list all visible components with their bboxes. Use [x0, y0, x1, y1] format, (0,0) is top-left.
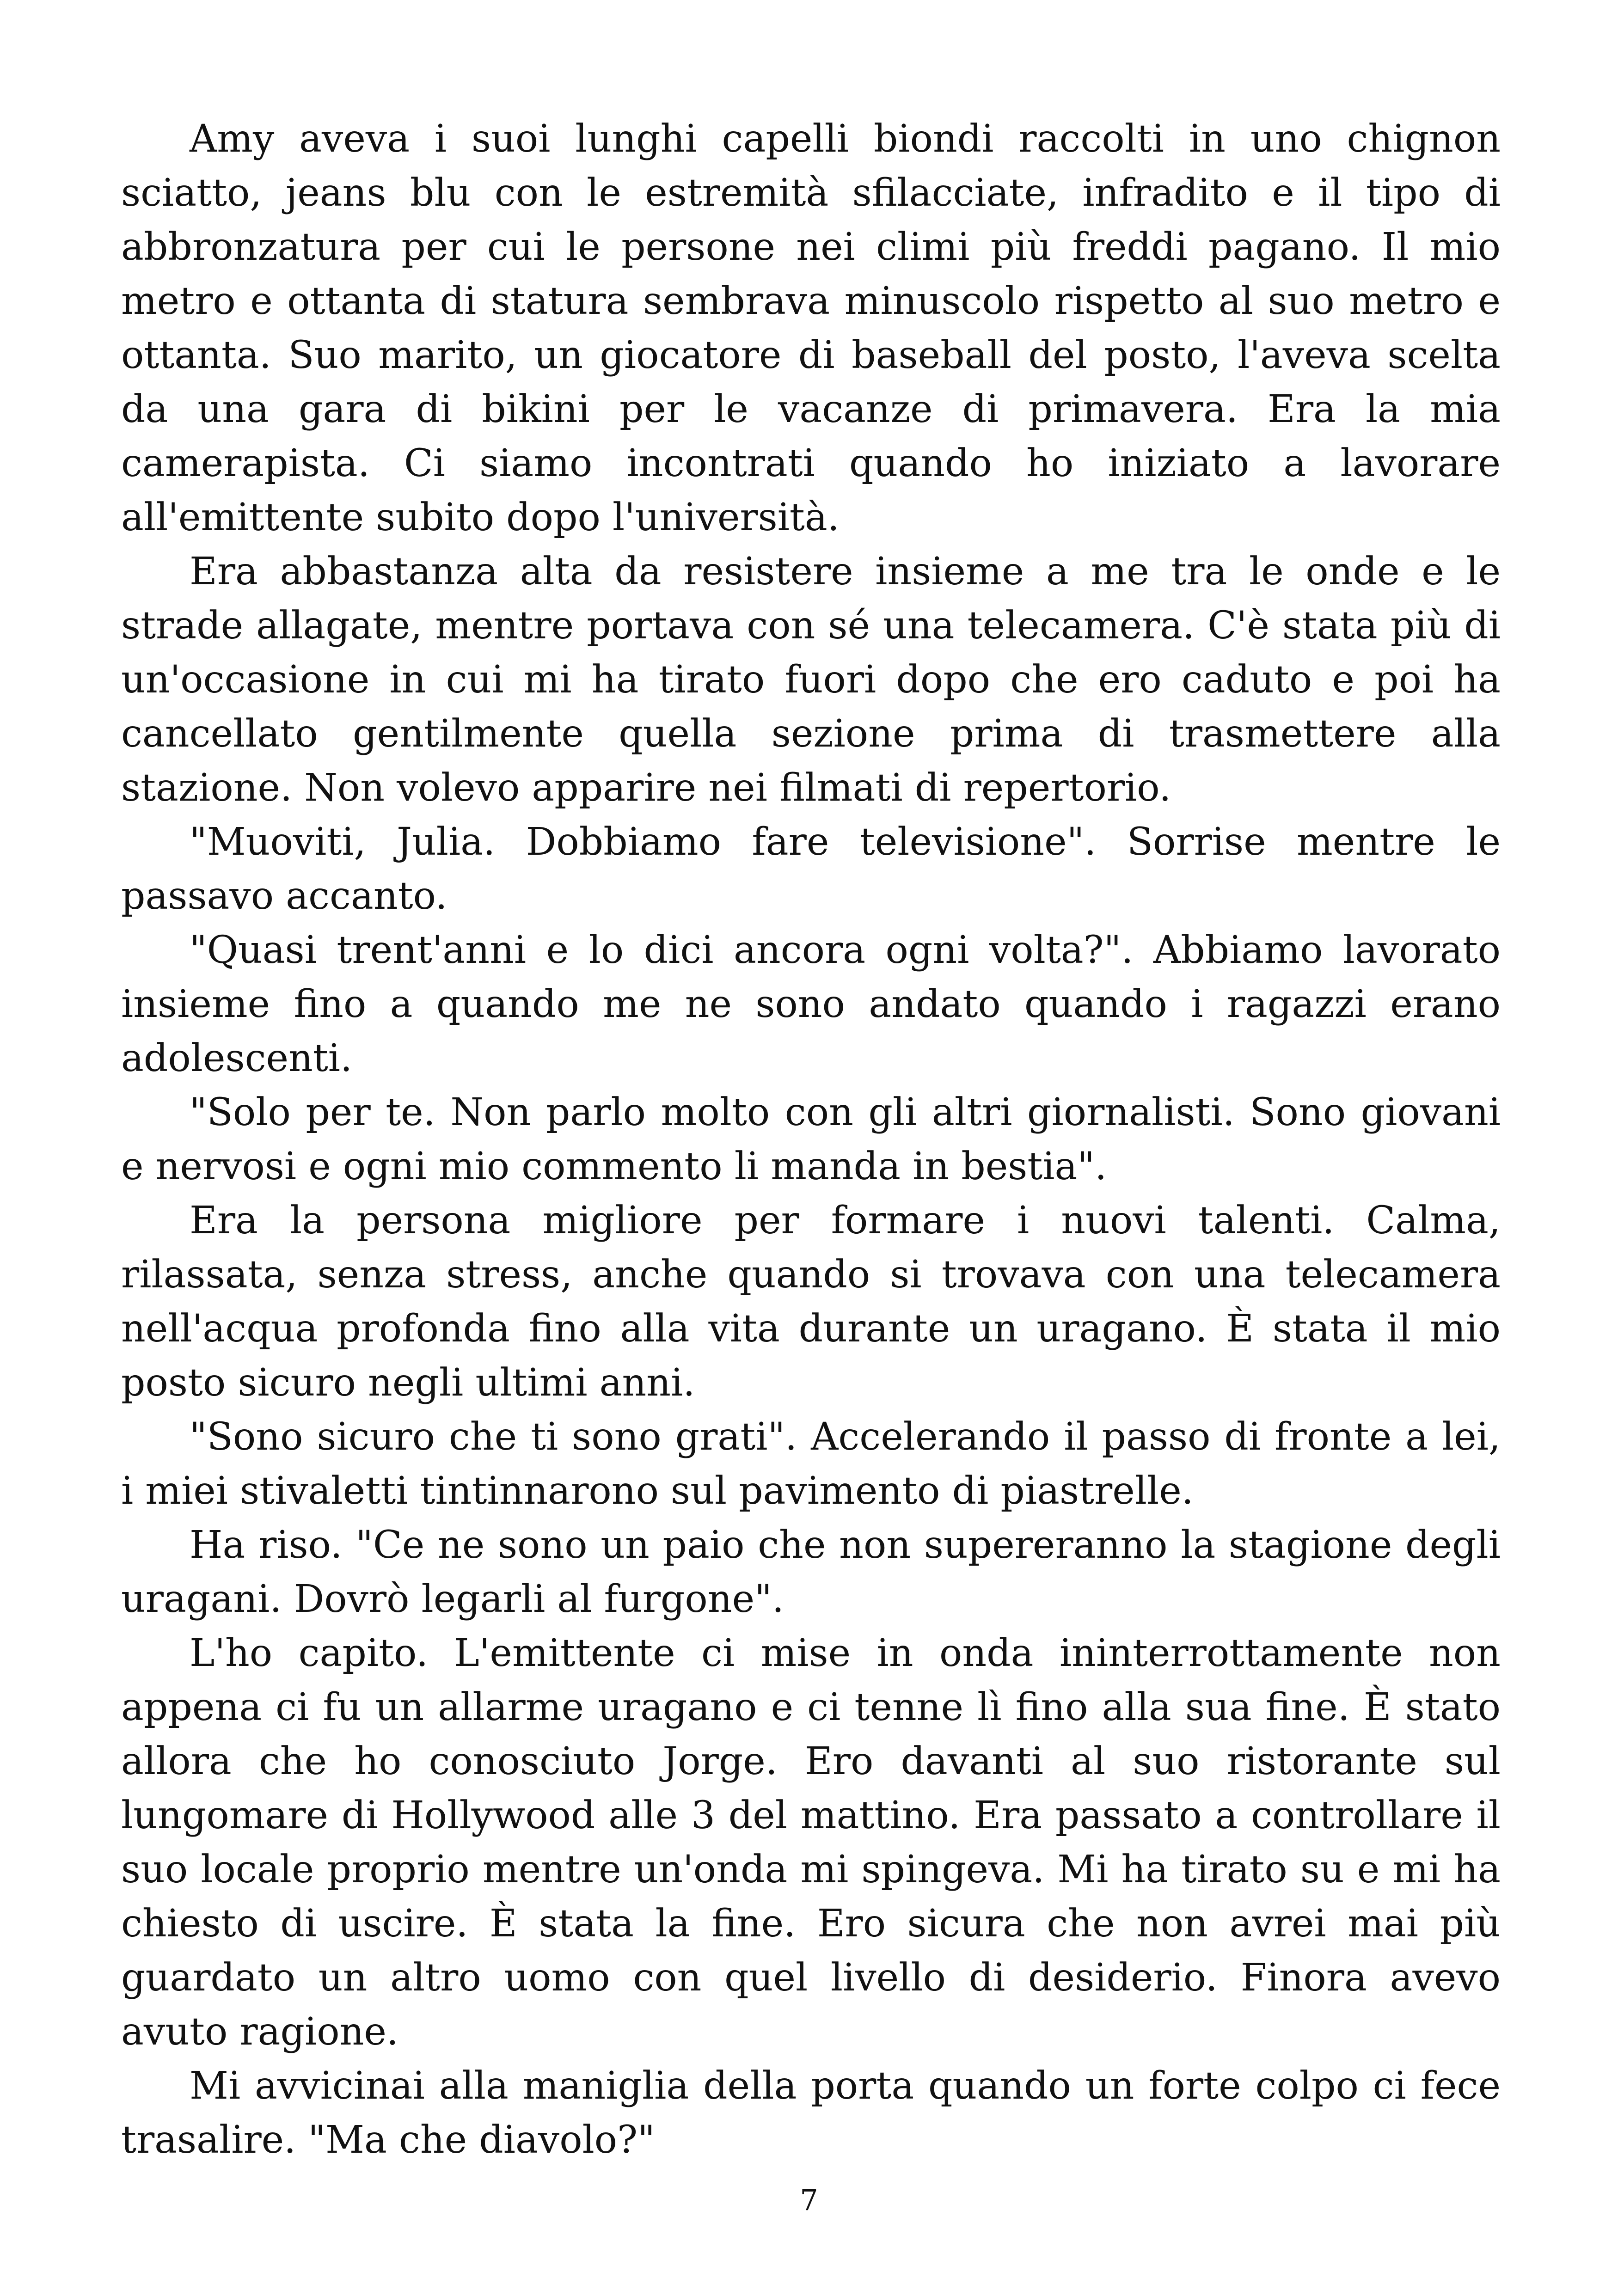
page-number: 7: [800, 2183, 818, 2217]
paragraph-5: "Solo per te. Non parlo molto con gli altri giornalisti. Sono giovani e nervosi e ogni mio commento li manda in bestia".: [121, 1090, 1501, 1188]
paragraph-7: "Sono sicuro che ti sono grati". Accelerando il passo di fronte a lei, i miei stivaletti tintinnarono sul pavimento di piastrelle.: [121, 1415, 1501, 1513]
document-body: [121, 112, 1501, 2167]
paragraph-1: Amy aveva i suoi lunghi capelli biondi raccolti in uno chignon sciatto, jeans blu con le estremità sfilacciate, infradito e il tipo di abbronzatura per cui le persone nei climi più freddi pagano. Il mio metro e ottanta di statura sembrava minuscolo rispetto al suo metro e ottanta. Suo marito, un giocatore di baseball del posto, l'aveva scelta da una gara di bikini per le vacanze di primavera. Era la mia camerapista. Ci siamo incontrati quando ho iniziato a lavorare all'emittente subito dopo l'università.: [121, 117, 1501, 539]
paragraph-6: Era la persona migliore per formare i nuovi talenti. Calma, rilassata, senza stress, anche quando si trovava con una telecamera nell'acqua profonda fino alla vita durante un uragano. È stata il mio posto sicuro negli ultimi anni.: [121, 1199, 1501, 1405]
paragraph-9: L'ho capito. L'emittente ci mise in onda ininterrottamente non appena ci fu un allarme uragano e ci tenne lì fino alla sua fine. È stato allora che ho conosciuto Jorge. Ero davanti al suo ristorante sul lungomare di Hollywood alle 3 del mattino. Era passato a controllare il suo locale proprio mentre un'onda mi spingeva. Mi ha tirato su e mi ha chiesto di uscire. È stata la fine. Ero sicura che non avrei mai più guardato un altro uomo con quel livello di desiderio. Finora avevo avuto ragione.: [121, 1631, 1501, 2054]
paragraph-8: Ha riso. "Ce ne sono un paio che non supereranno la stagione degli uragani. Dovrò legarli al furgone".: [121, 1523, 1501, 1621]
paragraph-4: "Quasi trent'anni e lo dici ancora ogni volta?". Abbiamo lavorato insieme fino a quando me ne sono andato quando i ragazzi erano adolescenti.: [121, 928, 1501, 1080]
paragraph-10: Mi avvicinai alla maniglia della porta quando un forte colpo ci fece trasalire. "Ma che diavolo?": [121, 2064, 1501, 2162]
paragraph-2: Era abbastanza alta da resistere insieme a me tra le onde e le strade allagate, mentre portava con sé una telecamera. C'è stata più di un'occasione in cui mi ha tirato fuori dopo che ero caduto e poi ha cancellato gentilmente quella sezione prima di trasmettere alla stazione. Non volevo apparire nei filmati di repertorio.: [121, 550, 1501, 810]
paragraph-3: "Muoviti, Julia. Dobbiamo fare televisione". Sorrise mentre le passavo accanto.: [121, 820, 1501, 918]
